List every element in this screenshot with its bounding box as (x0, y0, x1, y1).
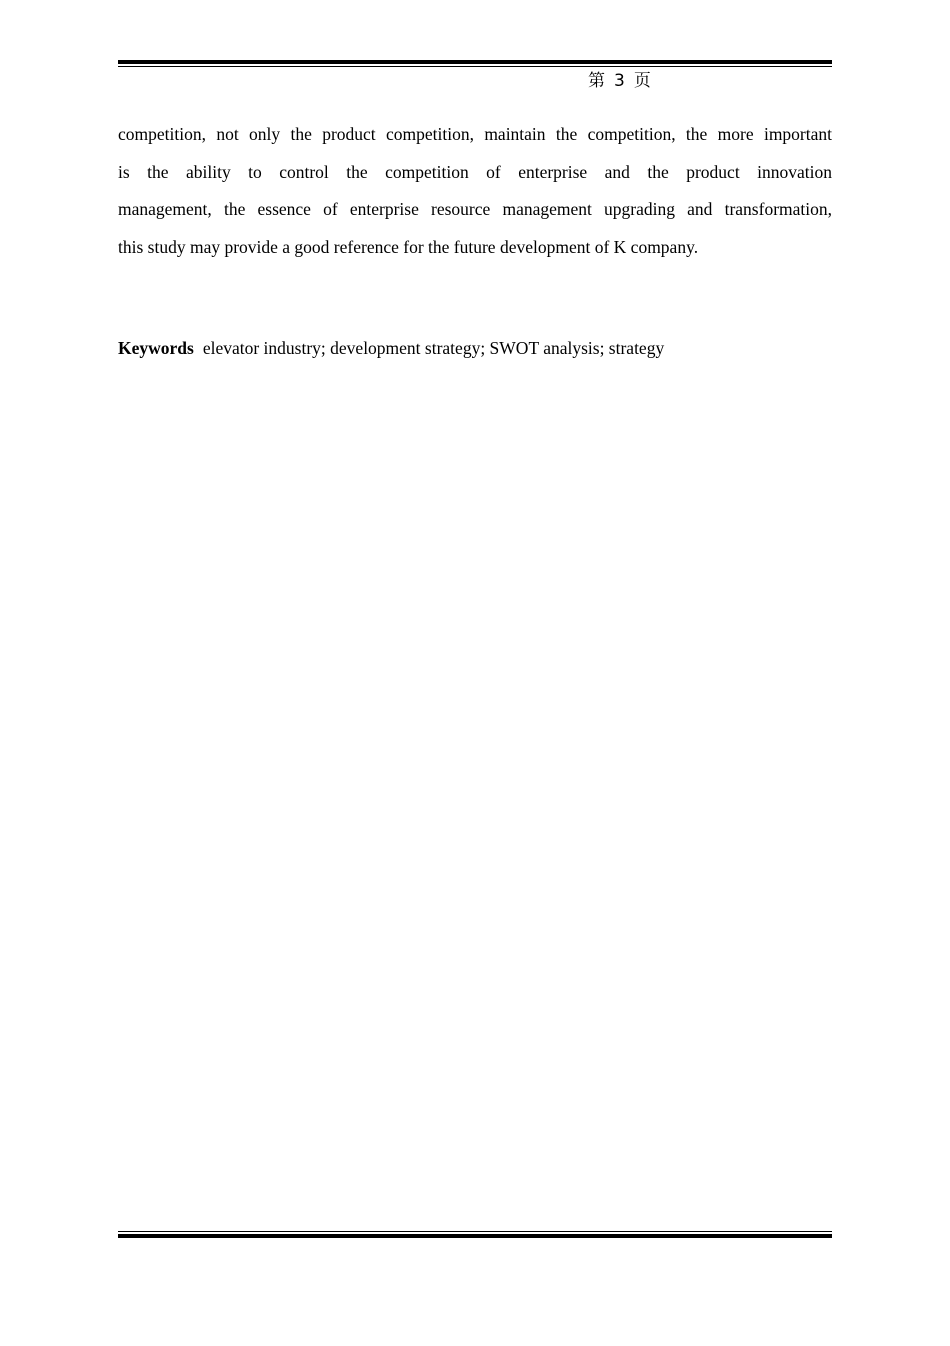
page-number-prefix: 第 (588, 71, 605, 91)
abstract-line: management, the essence of enterprise resource management upgrading and transformation, (118, 199, 832, 220)
page-number-value: 3 (614, 71, 625, 91)
keywords-text: elevator industry; development strategy; SWOT analysis; strategy (202, 338, 665, 358)
page-number (588, 70, 651, 92)
abstract-line: is the ability to control the competition of enterprise and the product innovation (118, 161, 832, 182)
header-rule-thick (118, 60, 832, 64)
footer-rule-thin (118, 1231, 832, 1232)
abstract-line: this study may provide a good reference for the future development of K company. (118, 237, 699, 258)
header-rule-thin (118, 66, 832, 67)
keywords-label: Keywords (118, 338, 194, 358)
keywords-line (118, 330, 832, 367)
page-number-suffix: 页 (633, 71, 651, 91)
footer-rule-thick (118, 1234, 832, 1238)
abstract-line: competition, not only the product competition, maintain the competition, the more important (118, 124, 832, 144)
abstract-paragraph (118, 116, 832, 267)
